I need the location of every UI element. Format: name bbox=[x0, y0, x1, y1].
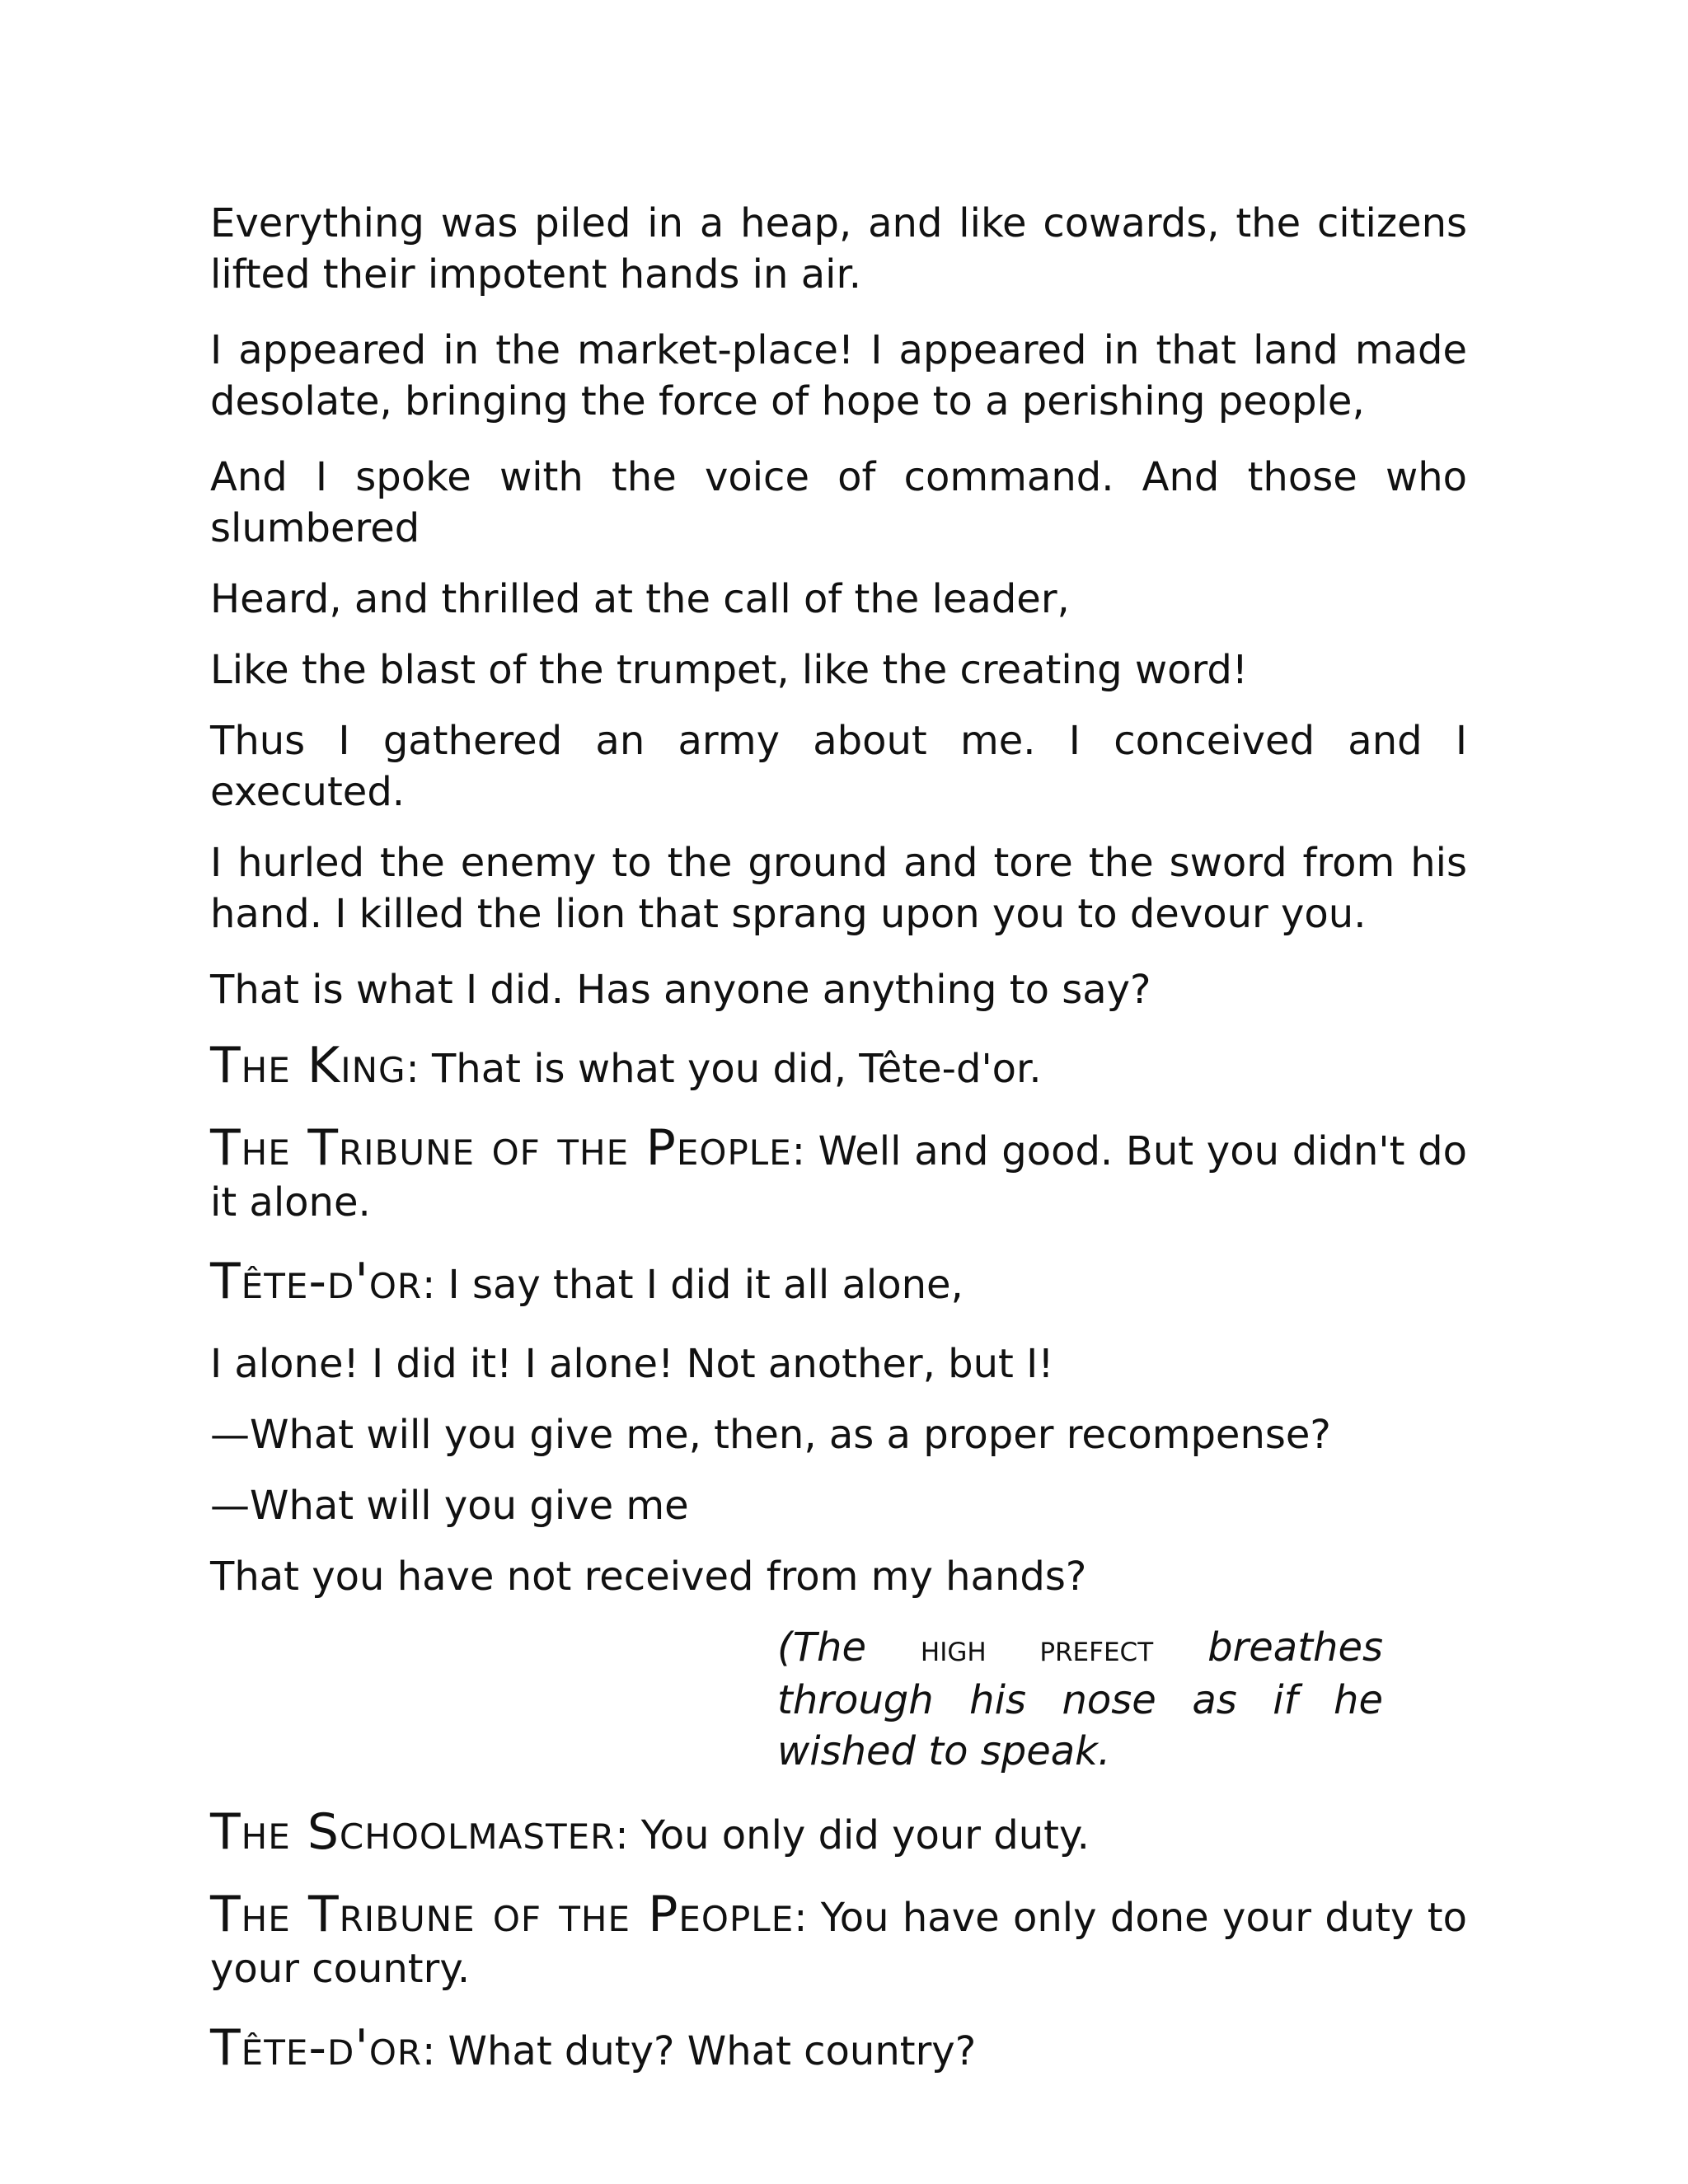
speech-the-king bbox=[210, 1037, 1467, 1094]
stage-character-name: high prefect bbox=[920, 1628, 1154, 1670]
speech-tribune bbox=[210, 1119, 1467, 1228]
speaker-name: The Tribune of the People bbox=[210, 1886, 795, 1943]
document-page bbox=[210, 198, 1467, 2105]
speech-text: : I say that I did it all alone, bbox=[422, 1262, 964, 1308]
speaker-name: The Tribune of the People bbox=[210, 1119, 792, 1177]
verse-line: —What will you give me bbox=[210, 1483, 689, 1529]
verse-line: And I spoke with the voice of command. And those who slumbered bbox=[210, 454, 1467, 551]
speech-text: : What duty? What country? bbox=[422, 2028, 977, 2074]
stage-text: breathes through his nose as if he wished to speak. bbox=[777, 1624, 1383, 1774]
verse-line: Heard, and thrilled at the call of the leader, bbox=[210, 576, 1070, 622]
verse-line: That you have not received from my hands? bbox=[210, 1554, 1087, 1600]
stage-open: (The bbox=[777, 1624, 866, 1671]
speaker-name: The Schoolmaster bbox=[210, 1803, 616, 1861]
verse-line: I appeared in the market-place! I appeared in that land made desolate, bringing the force of hope to a perishing people, bbox=[210, 327, 1467, 424]
verse-line: I alone! I did it! I alone! Not another, but I! bbox=[210, 1341, 1054, 1387]
speaker-name: Tête-d'or bbox=[210, 2019, 423, 2077]
speaker-name: Tête-d'or bbox=[210, 1253, 423, 1310]
speech-tete-dor bbox=[210, 2019, 1467, 2077]
verse-line: Everything was piled in a heap, and like cowards, the citizens lifted their impotent hands in air. bbox=[210, 200, 1467, 298]
verse-line: Like the blast of the trumpet, like the creating word! bbox=[210, 647, 1249, 693]
verse-line: —What will you give me, then, as a proper recompense? bbox=[210, 1412, 1331, 1458]
verse-line: That is what I did. Has anyone anything to say? bbox=[210, 967, 1151, 1013]
verse-line: I hurled the enemy to the ground and tore the sword from his hand. I killed the lion that sprang upon you to devour you. bbox=[210, 840, 1467, 937]
speech-text: : That is what you did, Tête-d'or. bbox=[406, 1046, 1042, 1092]
stage-direction bbox=[777, 1622, 1383, 1777]
speech-text: : You have only done your duty to your country. bbox=[210, 1895, 1467, 1992]
speech-tete-dor bbox=[210, 1253, 1467, 1310]
verse-line: Thus I gathered an army about me. I conceived and I executed. bbox=[210, 718, 1467, 815]
speech-schoolmaster bbox=[210, 1803, 1467, 1861]
speaker-name: The King bbox=[210, 1037, 406, 1094]
speech-text: : You only did your duty. bbox=[615, 1812, 1090, 1858]
speech-tribune bbox=[210, 1886, 1467, 1994]
speech-text: : Well and good. But you didn't do it alone. bbox=[210, 1128, 1467, 1226]
